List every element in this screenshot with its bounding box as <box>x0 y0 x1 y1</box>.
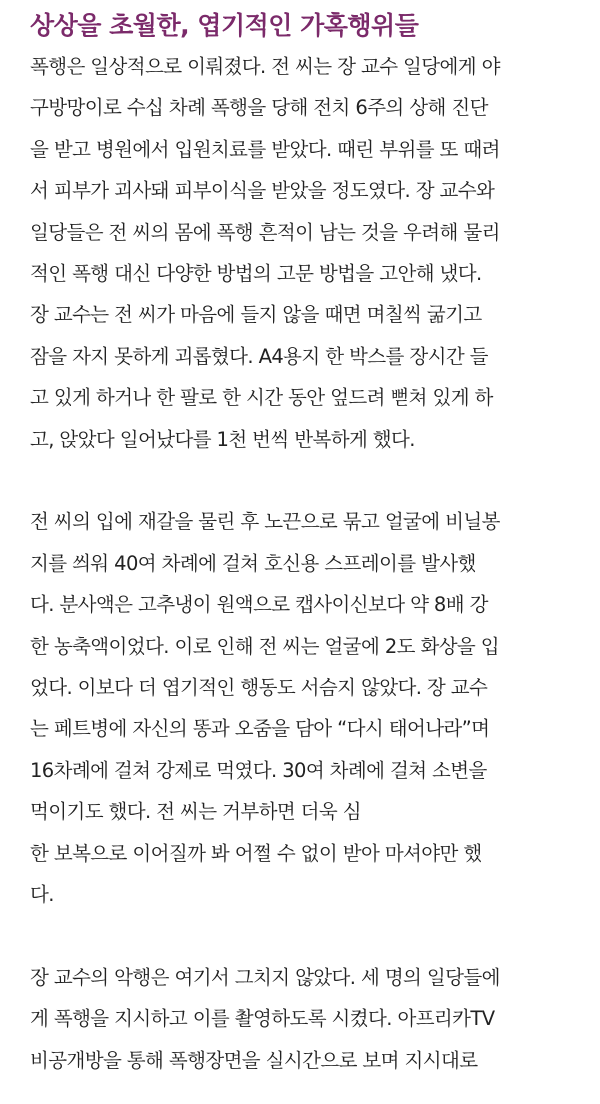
paragraph-2 <box>30 501 590 915</box>
paragraph-spacer <box>30 916 590 957</box>
text-line: 는 페트병에 자신의 똥과 오줌을 담아 “다시 태어나라”며 <box>30 717 490 741</box>
text-line: 폭행은 일상적으로 이뤄졌다. 전 씨는 장 교수 일당에게 야 <box>30 55 500 78</box>
text-line: 게 폭행을 지시하고 이를 촬영하도록 시켰다. 아프리카TV <box>30 1007 495 1031</box>
text-line: 일당들은 전 씨의 몸에 폭행 흔적이 남는 것을 우려해 물리 <box>30 220 500 244</box>
paragraph-3 <box>30 957 590 1081</box>
text-line: 먹이기도 했다. 전 씨는 거부하면 더욱 심 <box>30 800 361 824</box>
text-line: 16차례에 걸쳐 강제로 먹였다. 30여 차례에 걸쳐 소변을 <box>30 758 487 782</box>
text-line: 다. 분사액은 고추냉이 원액으로 캡사이신보다 약 8배 강 <box>30 593 488 617</box>
text-line: 구방망이로 수십 차례 폭행을 당해 전치 6주의 상해 진단 <box>30 96 488 120</box>
text-line: 고, 앉았다 일어났다를 1천 번씩 반복하게 했다. <box>30 427 415 451</box>
paragraph-1 <box>30 46 590 460</box>
text-line: 한 보복으로 이어질까 봐 어쩔 수 없이 받아 마셔야만 했 <box>30 841 482 865</box>
text-line: 적인 폭행 대신 다양한 방법의 고문 방법을 고안해 냈다. <box>30 262 482 286</box>
text-line: 비공개방을 통해 폭행장면을 실시간으로 보며 지시대로 <box>30 1048 478 1072</box>
text-line: 고 있게 하거나 한 팔로 한 시간 동안 엎드려 뻗쳐 있게 하 <box>30 386 493 410</box>
section-headline: 상상을 초월한, 엽기적인 가혹행위들 <box>30 11 419 40</box>
text-line: 지를 씌워 40여 차례에 걸쳐 호신용 스프레이를 발사했 <box>30 551 476 575</box>
text-line: 장 교수는 전 씨가 마음에 들지 않을 때면 며칠씩 굶기고 <box>30 303 482 327</box>
paragraph-spacer <box>30 460 590 501</box>
text-line: 장 교수의 악행은 여기서 그치지 않았다. 세 명의 일당들에 <box>30 965 500 989</box>
text-line: 었다. 이보다 더 엽기적인 행동도 서슴지 않았다. 장 교수 <box>30 676 488 700</box>
text-line: 잠을 자지 못하게 괴롭혔다. A4용지 한 박스를 장시간 들 <box>30 344 488 368</box>
text-line: 한 농축액이었다. 이로 인해 전 씨는 얼굴에 2도 화상을 입 <box>30 634 500 658</box>
article-body <box>30 0 590 1081</box>
text-line: 전 씨의 입에 재갈을 물린 후 노끈으로 묶고 얼굴에 비닐봉 <box>30 510 500 534</box>
text-line: 다. <box>30 883 54 907</box>
text-line: 서 피부가 괴사돼 피부이식을 받았을 정도였다. 장 교수와 <box>30 179 495 203</box>
text-line: 을 받고 병원에서 입원치료를 받았다. 때린 부위를 또 때려 <box>30 137 500 161</box>
